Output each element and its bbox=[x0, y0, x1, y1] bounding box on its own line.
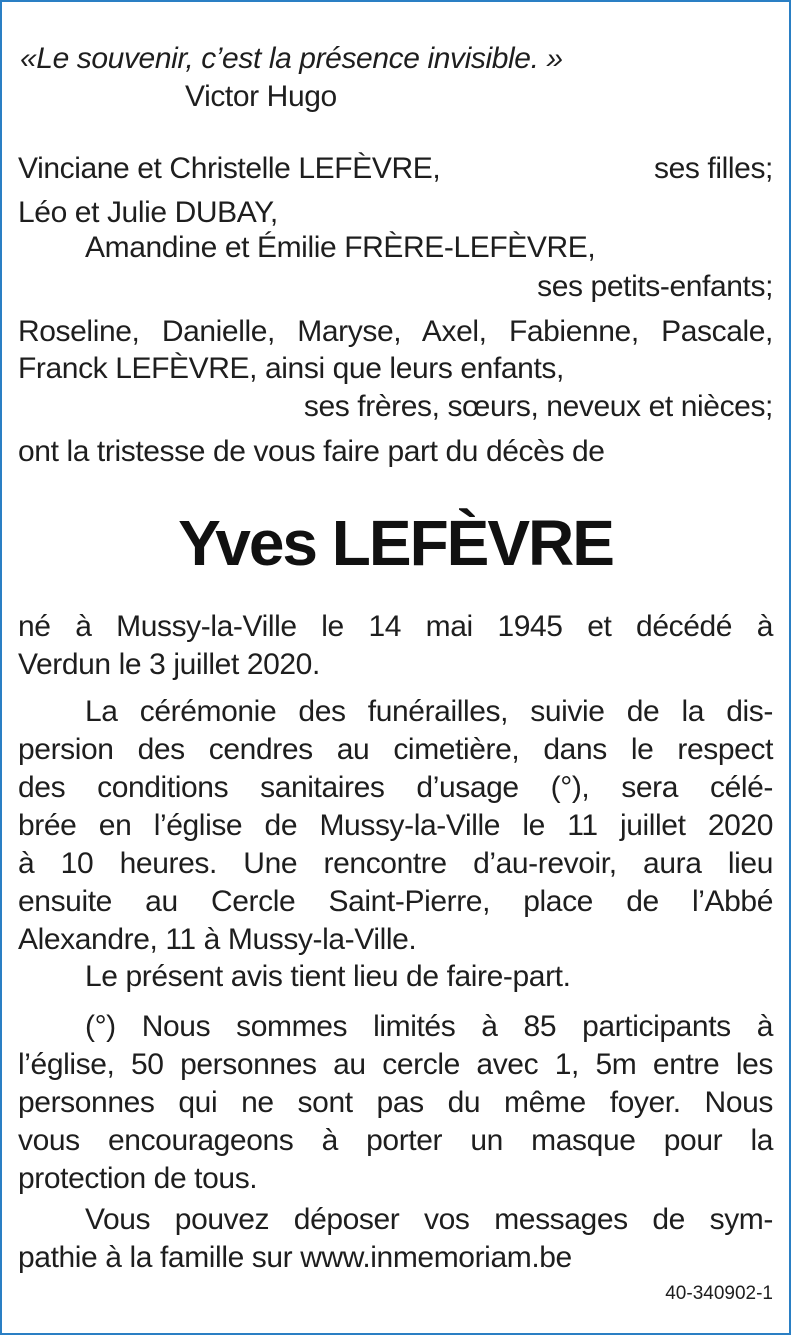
announcement: ont la tristesse de vous faire part du décès de bbox=[18, 435, 605, 468]
note-line: personnes qui ne sont pas du même foyer. Nous bbox=[18, 1086, 773, 1119]
grandchildren-line-2: Amandine et Émilie FRÈRE-LEFÈVRE, bbox=[85, 231, 596, 264]
note-line: vous encourageons à porter un masque pour la bbox=[18, 1124, 773, 1157]
reference-number: 40-340902-1 bbox=[665, 1283, 773, 1304]
note-line: protection de tous. bbox=[18, 1162, 258, 1195]
siblings-role: ses frères, sœurs, neveux et nièces; bbox=[303, 390, 773, 423]
daughters-role: ses filles; bbox=[654, 152, 773, 185]
siblings-line-1: Roseline, Danielle, Maryse, Axel, Fabienne, Pascale, bbox=[18, 315, 773, 348]
birth-line-2: Verdun le 3 juillet 2020. bbox=[18, 648, 320, 681]
epigraph-author: Victor Hugo bbox=[185, 80, 337, 113]
message-line: Vous pouvez déposer vos messages de sym- bbox=[85, 1203, 773, 1236]
ceremony-line: brée en l’église de Mussy-la-Ville le 11 juillet 2020 bbox=[18, 809, 773, 842]
siblings-line-2: Franck LEFÈVRE, ainsi que leurs enfants, bbox=[18, 352, 564, 385]
ceremony-line: ensuite au Cercle Saint-Pierre, place de l’Abbé bbox=[18, 885, 773, 918]
ceremony-line: persion des cendres au cimetière, dans le respect bbox=[18, 733, 773, 766]
deceased-name: Yves LEFÈVRE bbox=[178, 507, 613, 579]
epigraph-quote: «Le souvenir, c’est la présence invisible. » bbox=[20, 42, 563, 75]
note-line: l’église, 50 personnes au cercle avec 1, 5m entre les bbox=[18, 1048, 773, 1081]
note-line: (°) Nous sommes limités à 85 participants à bbox=[85, 1010, 773, 1043]
ceremony-line: à 10 heures. Une rencontre d’au-revoir, aura lieu bbox=[18, 847, 773, 880]
daughters-names: Vinciane et Christelle LEFÈVRE, bbox=[18, 152, 441, 185]
birth-line-1: né à Mussy-la-Ville le 14 mai 1945 et décédé à bbox=[18, 610, 773, 643]
ceremony-line: des conditions sanitaires d’usage (°), sera célé- bbox=[18, 771, 773, 804]
grandchildren-line-1: Léo et Julie DUBAY, bbox=[18, 196, 278, 229]
ceremony-line: Alexandre, 11 à Mussy-la-Ville. bbox=[18, 923, 417, 956]
notice-text: Le présent avis tient lieu de faire-part. bbox=[85, 960, 571, 993]
message-line: pathie à la famille sur www.inmemoriam.be bbox=[18, 1241, 572, 1274]
ceremony-line: La cérémonie des funérailles, suivie de la dis- bbox=[85, 695, 773, 728]
grandchildren-role: ses petits-enfants; bbox=[537, 270, 773, 303]
